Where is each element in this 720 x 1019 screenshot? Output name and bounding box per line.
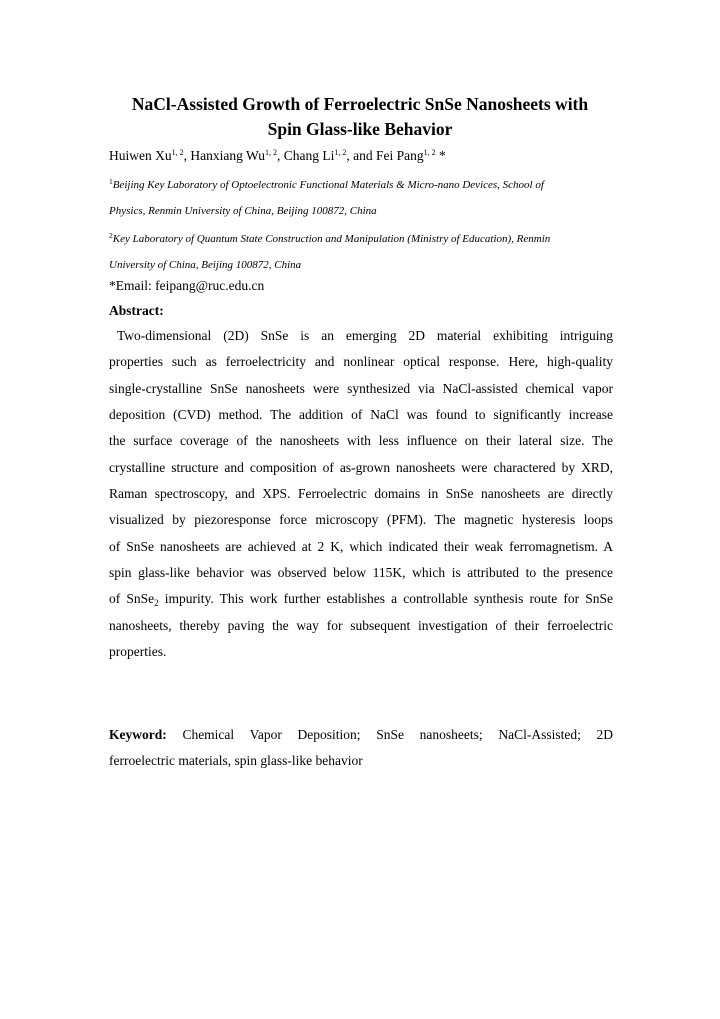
title-line-1: NaCl-Assisted Growth of Ferroelectric SnSe Nanosheets with [131, 94, 589, 114]
title-line-2: Spin Glass-like Behavior [267, 119, 453, 139]
subscript: 2 [154, 598, 159, 609]
author-separator: , [183, 148, 191, 163]
abstract-line: properties such as ferroelectricity and nonlinear optical response. Here, high-quality [109, 354, 613, 370]
abstract-line: deposition (CVD) method. The addition of NaCl was found to significantly increase [109, 407, 613, 423]
author-affiliation-mark: 1, 2 [334, 148, 347, 157]
keywords-line: ferroelectric materials, spin glass-like behavior [109, 753, 363, 768]
abstract-line: the surface coverage of the nanosheets with less influence on their lateral size. The [109, 433, 613, 449]
affiliation-2 [109, 226, 615, 278]
abstract-text: of SnSe [109, 591, 155, 607]
abstract-line [109, 586, 613, 612]
abstract-body [109, 323, 613, 665]
affiliation-1 [109, 172, 615, 224]
abstract-line: single-crystalline SnSe nanosheets were synthesized via NaCl-assisted chemical vapor [109, 380, 613, 396]
author-separator: , and [346, 148, 376, 163]
author-name: Fei Pang [375, 148, 424, 163]
affiliation-text: Key Laboratory of Quantum State Construction and Manipulation (Ministry of Education), Renmin [112, 233, 551, 245]
affiliation-mark: 1 [109, 177, 113, 186]
affiliation-text: Physics, Renmin University of China, Beijing 100872, China [109, 205, 377, 217]
affiliation-text: University of China, Beijing 100872, China [109, 259, 302, 271]
abstract-line: spin glass-like behavior was observed below 115K, which is attributed to the presence [109, 565, 613, 581]
author-list [109, 148, 446, 164]
corresponding-author-mark: * [435, 148, 446, 163]
keywords-heading: Keyword: [109, 727, 167, 742]
corresponding-email: *Email: feipang@ruc.edu.cn [109, 278, 265, 293]
author-affiliation-mark: 1, 2 [171, 148, 184, 157]
abstract-line: nanosheets, thereby paving the way for subsequent investigation of their ferroelectric [109, 617, 613, 633]
author-name: Huiwen Xu [109, 148, 172, 163]
abstract-line: Two-dimensional (2D) SnSe is an emerging 2D material exhibiting intriguing [117, 328, 613, 343]
abstract-line: Raman spectroscopy, and XPS. Ferroelectric domains in SnSe nanosheets are directly [109, 486, 613, 502]
abstract-line: properties. [109, 644, 167, 660]
keywords-section [109, 722, 613, 774]
keywords-text: Chemical Vapor Deposition; SnSe nanosheets; NaCl-Assisted; 2D [182, 727, 614, 742]
abstract-heading: Abstract: [109, 303, 164, 318]
author-affiliation-mark: 1, 2 [264, 148, 277, 157]
author-separator: , [276, 148, 284, 163]
author-name: Chang Li [283, 148, 335, 163]
author-name: Hanxiang Wu [190, 148, 265, 163]
abstract-line: of SnSe nanosheets are achieved at 2 K, which indicated their weak ferromagnetism. A [109, 538, 613, 554]
abstract-line: visualized by piezoresponse force microscopy (PFM). The magnetic hysteresis loops [109, 512, 613, 528]
abstract-text: impurity. This work further establishes a controllable synthesis route for SnSe [158, 591, 613, 607]
affiliation-mark: 2 [109, 231, 113, 240]
paper-title [60, 92, 660, 142]
abstract-line: crystalline structure and composition of as-grown nanosheets were charactered by XRD, [109, 459, 613, 475]
affiliation-text: Beijing Key Laboratory of Optoelectronic Functional Materials & Micro-nano Devices, School of [112, 179, 544, 191]
keywords-line [109, 722, 613, 748]
author-affiliation-mark: 1, 2 [423, 148, 436, 157]
